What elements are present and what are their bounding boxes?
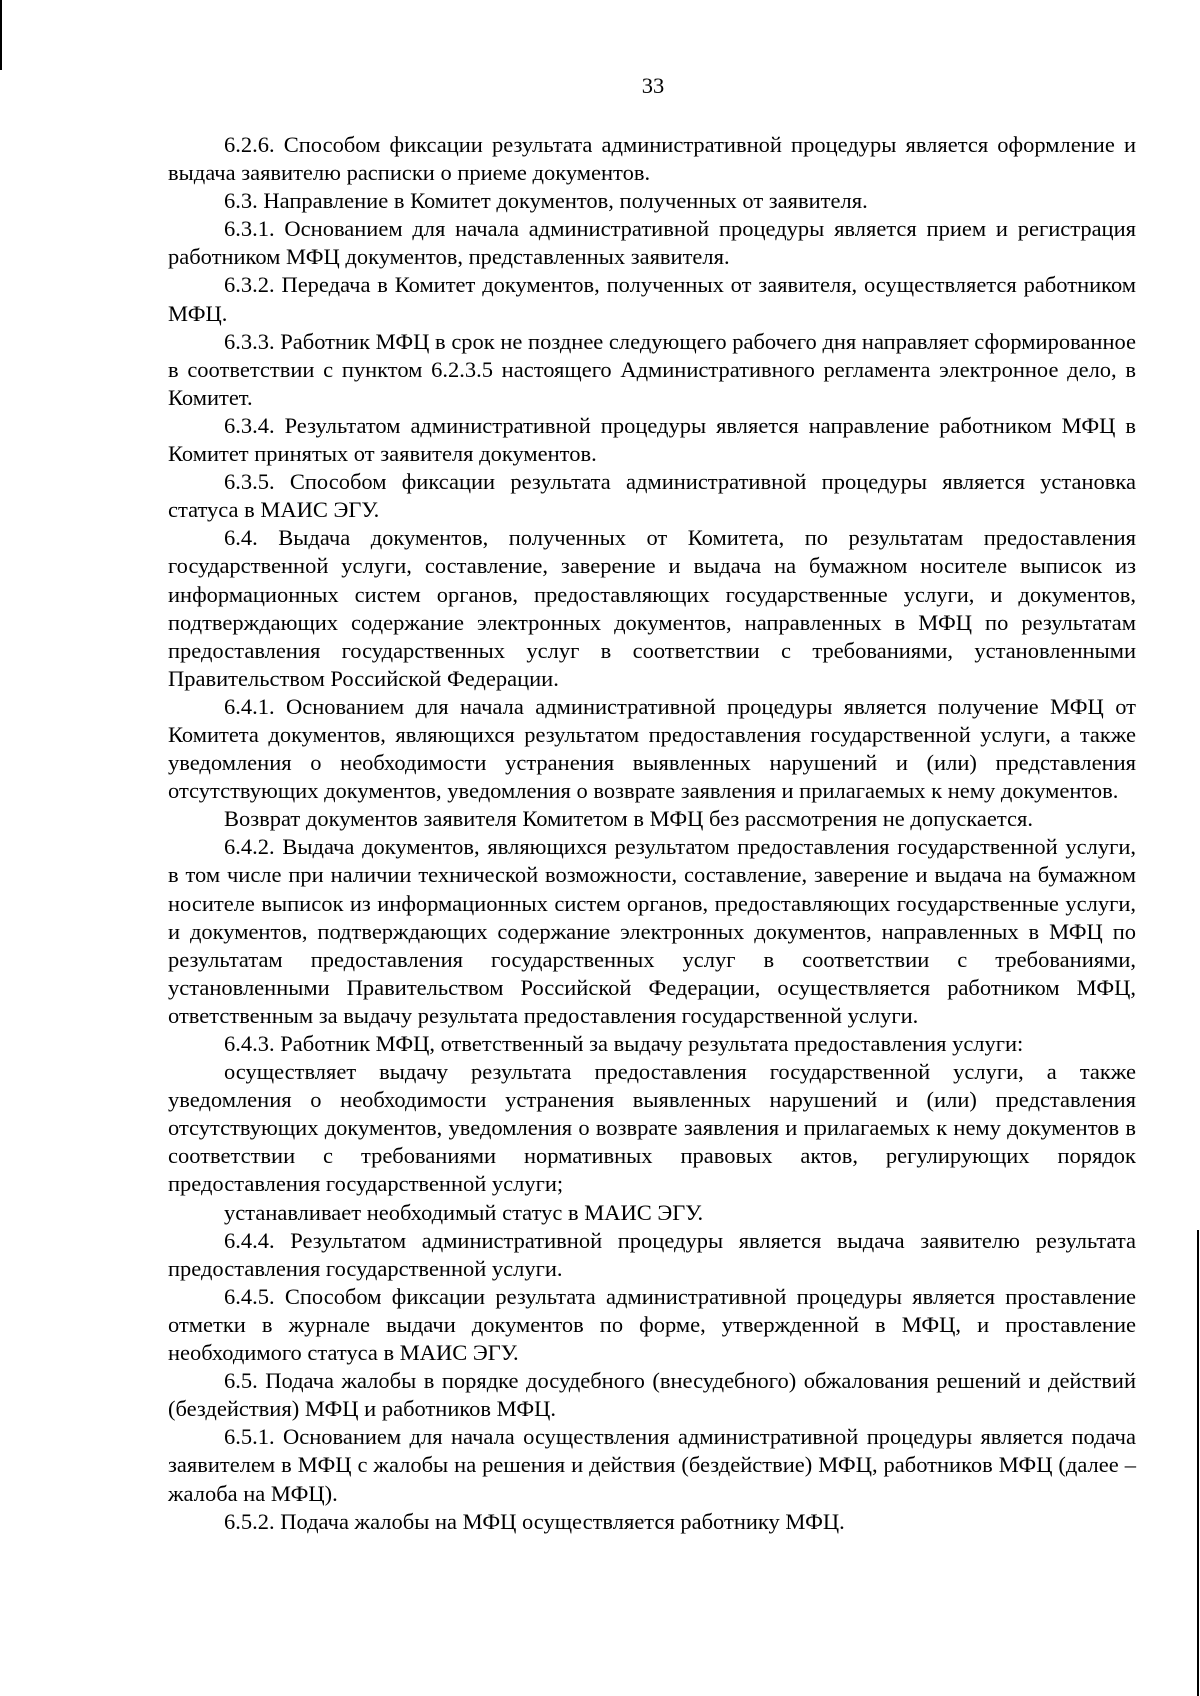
paragraph-6-2-6: 6.2.6. Способом фиксации результата административной процедуры является оформление и выдача заявителю расписки о приеме документов. [168,132,1136,186]
paragraph-6-5-1: 6.5.1. Основанием для начала осуществления административной процедуры является подача заявителем в МФЦ с жалобы на решения и действия (бездействие) МФЦ, работников МФЦ (далее – жалоба на МФЦ). [168,1424,1136,1506]
scan-edge-right [1197,1230,1199,1696]
paragraph-6-3: 6.3. Направление в Комитет документов, полученных от заявителя. [224,188,868,214]
paragraph-6-3-4: 6.3.4. Результатом административной процедуры является направление работником МФЦ в Комитет принятых от заявителя документов. [168,412,1136,467]
paragraph-6-4-1: 6.4.1. Основанием для начала административной процедуры является получение МФЦ от Комитета документов, являющихся результатом предоставления государственной услуги, а также уведомления о необходимости устранения выявленных нарушений и (или) представления отсутствующих документов, уведомления о возврате заявления и прилагаемых к нему документов. [168,693,1136,804]
paragraph-6-4-3-duty-1: осуществляет выдачу результата предоставления государственной услуги, а также уведомления о необходимости устранения выявленных нарушений и (или) представления отсутствующих документов, уведомления о возврате заявления и прилагаемых к нему документов в соответствии с требованиями нормативных правовых актов, регулирующих порядок предоставления государственной услуги; [168,1059,1136,1197]
paragraph-6-3-2: 6.3.2. Передача в Комитет документов, полученных от заявителя, осуществляется работником МФЦ. [168,272,1136,326]
paragraph-6-3-5: 6.3.5. Способом фиксации результата административной процедуры является установка статуса в МАИС ЭГУ. [168,469,1136,523]
paragraph-6-4-5: 6.4.5. Способом фиксации результата административной процедуры является проставление отметки в журнале выдачи документов по форме, утвержденной в МФЦ, и проставление необходимого статуса в МАИС ЭГУ. [168,1283,1136,1366]
paragraph-6-3-3: 6.3.3. Работник МФЦ в срок не позднее следующего рабочего дня направляет сформированное в соответствии с пунктом 6.2.3.5 настоящего Административного регламента электронное дело, в Комитет. [168,328,1136,410]
paragraph-6-4-4: 6.4.4. Результатом административной процедуры является выдача заявителю результата предоставления государственной услуги. [168,1227,1136,1281]
paragraph-6-4-2: 6.4.2. Выдача документов, являющихся результатом предоставления государственной услуги, в том числе при наличии технической возможности, составление, заверение и выдача на бумажном носителе выписок из информационных систем органов, предоставляющих государственные услуги, и документов, подтверждающих содержание электронных документов, направленных в МФЦ по результатам предоставления государственных услуг в соответствии с требованиями, установленными Правительством Российской Федерации, осуществляется работником МФЦ, ответственным за выдачу результата предоставления государственной услуги. [168,834,1136,1028]
document-body [168,131,1136,1536]
paragraph-6-5: 6.5. Подача жалобы в порядке досудебного (внесудебного) обжалования решений и действий (бездействия) МФЦ и работников МФЦ. [168,1368,1136,1422]
page-number: 33 [641,73,665,98]
paragraph-6-4-3-duty-2: устанавливает необходимый статус в МАИС ЭГУ. [224,1199,704,1225]
paragraph-6-4: 6.4. Выдача документов, полученных от Комитета, по результатам предоставления государственной услуги, составление, заверение и выдача на бумажном носителе выписок из информационных систем органов, предоставляющих государственные услуги, и документов, подтверждающих содержание электронных документов, направленных в МФЦ по результатам предоставления государственных услуг в соответствии с требованиями, установленными Правительством Российской Федерации. [168,525,1136,691]
paragraph-return-note: Возврат документов заявителя Комитетом в МФЦ без рассмотрения не допускается. [224,806,1033,832]
paragraph-6-4-3: 6.4.3. Работник МФЦ, ответственный за выдачу результата предоставления услуги: [224,1031,1024,1056]
paragraph-6-3-1: 6.3.1. Основанием для начала административной процедуры является прием и регистрация работником МФЦ документов, представленных заявителя. [168,216,1136,270]
scan-edge-left [0,0,2,70]
paragraph-6-5-2: 6.5.2. Подача жалобы на МФЦ осуществляется работнику МФЦ. [224,1508,845,1534]
